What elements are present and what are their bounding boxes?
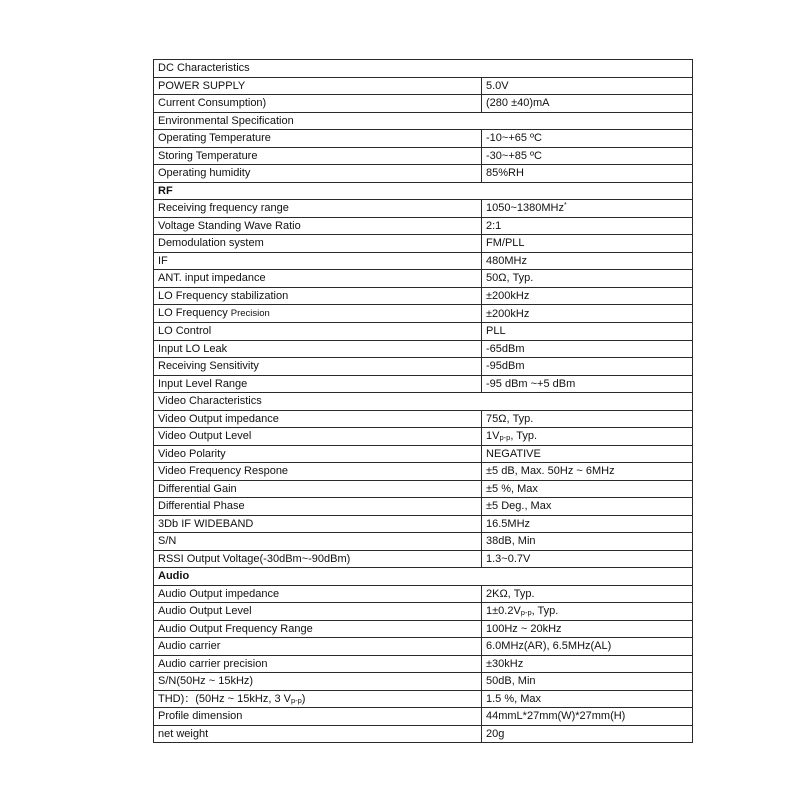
section-audio: Audio (154, 568, 693, 586)
label-text: LO Frequency (158, 307, 228, 319)
param-value: ±200kHz (482, 305, 693, 323)
table-row (154, 480, 693, 498)
value-subscript: p-p (520, 608, 532, 618)
section-row (154, 112, 693, 130)
param-label: Receiving Sensitivity (154, 358, 482, 376)
param-label: Video Output impedance (154, 410, 482, 428)
table-row (154, 147, 693, 165)
table-row (154, 515, 693, 533)
table-row (154, 305, 693, 323)
section-env: Environmental Specification (154, 112, 693, 130)
table-row (154, 708, 693, 726)
param-label (154, 690, 482, 708)
param-value: -65dBm (482, 340, 693, 358)
table-row (154, 585, 693, 603)
param-label: Audio Output Level (154, 603, 482, 621)
param-value: 100Hz ~ 20kHz (482, 620, 693, 638)
table-row (154, 463, 693, 481)
table-row (154, 410, 693, 428)
table-row (154, 252, 693, 270)
param-value: -10~+65 ºC (482, 130, 693, 148)
param-label: Differential Gain (154, 480, 482, 498)
table-row (154, 428, 693, 446)
param-value: ±200kHz (482, 287, 693, 305)
param-value (482, 200, 693, 218)
param-label: 3Db IF WIDEBAND (154, 515, 482, 533)
param-label: Input LO Leak (154, 340, 482, 358)
param-label: Demodulation system (154, 235, 482, 253)
param-value: 2KΩ, Typ. (482, 585, 693, 603)
label-subscript: p-p (290, 695, 302, 705)
param-value: 44mmL*27mm(W)*27mm(H) (482, 708, 693, 726)
label-suffix: Precision (230, 308, 270, 319)
param-value: 16.5MHz (482, 515, 693, 533)
section-dc: DC Characteristics (154, 60, 693, 78)
param-label: ANT. input impedance (154, 270, 482, 288)
section-row (154, 393, 693, 411)
param-label: Audio carrier precision (154, 655, 482, 673)
table-row (154, 323, 693, 341)
table-row (154, 673, 693, 691)
param-label: POWER SUPPLY (154, 77, 482, 95)
value-suffix: , Typ. (531, 605, 559, 618)
value-text: 1050~1380MHz (486, 202, 564, 215)
label-text: THD)：(50Hz ~ 15kHz, 3 V (158, 692, 291, 705)
param-value: 50Ω, Typ. (482, 270, 693, 288)
param-value: ±5 dB, Max. 50Hz ~ 6MHz (482, 463, 693, 481)
param-label: Video Output Level (154, 428, 482, 446)
section-video: Video Characteristics (154, 393, 693, 411)
param-label: Operating humidity (154, 165, 482, 183)
param-label: Voltage Standing Wave Ratio (154, 217, 482, 235)
footnote-mark: * (563, 202, 567, 210)
table-row (154, 533, 693, 551)
value-suffix: , Typ. (510, 430, 538, 443)
param-label: S/N (154, 533, 482, 551)
param-value: (280 ±40)mA (482, 95, 693, 113)
param-value: 20g (482, 725, 693, 743)
param-value: NEGATIVE (482, 445, 693, 463)
param-value: 1.3~0.7V (482, 550, 693, 568)
param-value: -95 dBm ~+5 dBm (482, 375, 693, 393)
param-value (482, 603, 693, 621)
value-subscript: p-p (499, 433, 511, 443)
param-label: LO Frequency stabilization (154, 287, 482, 305)
table-row (154, 620, 693, 638)
param-label: Operating Temperature (154, 130, 482, 148)
param-value: 2:1 (482, 217, 693, 235)
table-row (154, 200, 693, 218)
param-value: 5.0V (482, 77, 693, 95)
param-label: Audio Output Frequency Range (154, 620, 482, 638)
param-value: FM/PLL (482, 235, 693, 253)
param-value: 38dB, Min (482, 533, 693, 551)
table-row (154, 95, 693, 113)
param-label: IF (154, 252, 482, 270)
param-value: 85%RH (482, 165, 693, 183)
table-row (154, 287, 693, 305)
param-value: PLL (482, 323, 693, 341)
spec-table (153, 59, 693, 743)
param-label: Profile dimension (154, 708, 482, 726)
table-row (154, 358, 693, 376)
param-label: Storing Temperature (154, 147, 482, 165)
param-value: 480MHz (482, 252, 693, 270)
value-text: 1±0.2V (486, 605, 521, 618)
param-value: -95dBm (482, 358, 693, 376)
param-label: LO Control (154, 323, 482, 341)
table-row (154, 217, 693, 235)
param-label: Video Polarity (154, 445, 482, 463)
table-row (154, 445, 693, 463)
param-value: ±30kHz (482, 655, 693, 673)
param-label: S/N(50Hz ~ 15kHz) (154, 673, 482, 691)
value-text: 1V (486, 430, 500, 443)
param-value: 75Ω, Typ. (482, 410, 693, 428)
table-row (154, 690, 693, 708)
section-row (154, 568, 693, 586)
label-suffix: ) (301, 692, 306, 705)
param-label: Audio carrier (154, 638, 482, 656)
param-label: Input Level Range (154, 375, 482, 393)
param-value: ±5 Deg., Max (482, 498, 693, 516)
table-row (154, 130, 693, 148)
param-label: Current Consumption) (154, 95, 482, 113)
table-row (154, 655, 693, 673)
param-label: RSSI Output Voltage(-30dBm~-90dBm) (154, 550, 482, 568)
table-row (154, 725, 693, 743)
table-row (154, 603, 693, 621)
param-label: Differential Phase (154, 498, 482, 516)
section-row (154, 182, 693, 200)
param-value (482, 428, 693, 446)
table-row (154, 270, 693, 288)
param-value: 6.0MHz(AR), 6.5MHz(AL) (482, 638, 693, 656)
table-row (154, 235, 693, 253)
table-row (154, 550, 693, 568)
table-row (154, 340, 693, 358)
table-row (154, 77, 693, 95)
param-value: 1.5 %, Max (482, 690, 693, 708)
param-label (154, 305, 482, 323)
table-row (154, 165, 693, 183)
section-rf: RF (154, 182, 693, 200)
param-label: net weight (154, 725, 482, 743)
table-row (154, 498, 693, 516)
param-label: Audio Output impedance (154, 585, 482, 603)
param-label: Receiving frequency range (154, 200, 482, 218)
param-value: -30~+85 ºC (482, 147, 693, 165)
param-label: Video Frequency Respone (154, 463, 482, 481)
param-value: ±5 %, Max (482, 480, 693, 498)
table-row (154, 375, 693, 393)
param-value: 50dB, Min (482, 673, 693, 691)
table-row (154, 638, 693, 656)
section-row (154, 60, 693, 78)
